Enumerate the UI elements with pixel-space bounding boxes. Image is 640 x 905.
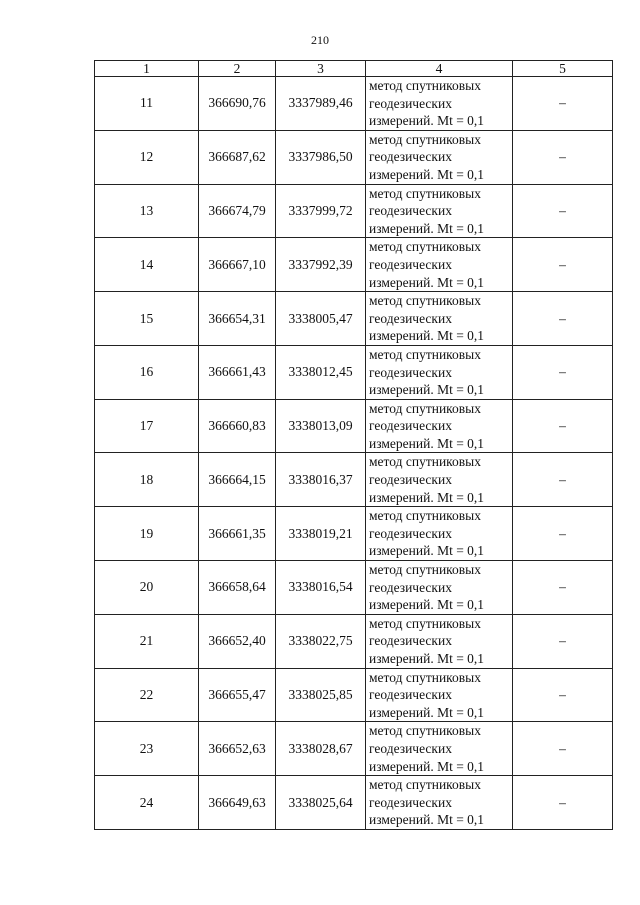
method-cell: [366, 507, 513, 561]
point-number-cell: 23: [95, 722, 199, 776]
coordinates-table: [94, 60, 613, 830]
method-cell: [366, 614, 513, 668]
y-coordinate-cell: 3338025,64: [276, 776, 366, 830]
method-line: метод спутниковых: [369, 508, 481, 524]
method-line: метод спутниковых: [369, 723, 481, 739]
method-line: измерений. Mt = 0,1: [369, 220, 485, 236]
method-line: геодезических: [369, 794, 452, 810]
point-number-cell: 13: [95, 184, 199, 238]
method-line: метод спутниковых: [369, 669, 481, 685]
method-line: метод спутниковых: [369, 78, 481, 93]
method-cell: [366, 345, 513, 399]
method-cell: [366, 722, 513, 776]
x-coordinate-cell: 366687,62: [199, 130, 276, 184]
note-cell: –: [513, 345, 613, 399]
method-cell: [366, 668, 513, 722]
note-cell: –: [513, 184, 613, 238]
method-cell: [366, 453, 513, 507]
point-number-cell: 21: [95, 614, 199, 668]
table-row: [95, 561, 613, 615]
table-header-row: [95, 61, 613, 77]
point-number-cell: 20: [95, 561, 199, 615]
note-cell: –: [513, 77, 613, 131]
x-coordinate-cell: 366649,63: [199, 776, 276, 830]
table-row: [95, 399, 613, 453]
method-line: метод спутниковых: [369, 400, 481, 416]
point-number-cell: 17: [95, 399, 199, 453]
table-row: [95, 453, 613, 507]
note-cell: –: [513, 238, 613, 292]
note-cell: –: [513, 561, 613, 615]
method-line: измерений. Mt = 0,1: [369, 812, 485, 828]
method-cell: [366, 399, 513, 453]
method-line: геодезических: [369, 687, 452, 703]
method-line: геодезических: [369, 256, 452, 272]
table-row: [95, 614, 613, 668]
method-line: измерений. Mt = 0,1: [369, 489, 485, 505]
x-coordinate-cell: 366661,43: [199, 345, 276, 399]
y-coordinate-cell: 3337999,72: [276, 184, 366, 238]
y-coordinate-cell: 3338028,67: [276, 722, 366, 776]
y-coordinate-cell: 3337986,50: [276, 130, 366, 184]
column-header: 5: [513, 61, 613, 77]
x-coordinate-cell: 366654,31: [199, 292, 276, 346]
column-header: 2: [199, 61, 276, 77]
y-coordinate-cell: 3338012,45: [276, 345, 366, 399]
method-line: геодезических: [369, 472, 452, 488]
method-line: метод спутниковых: [369, 615, 481, 631]
y-coordinate-cell: 3338019,21: [276, 507, 366, 561]
point-number-cell: 14: [95, 238, 199, 292]
y-coordinate-cell: 3338016,54: [276, 561, 366, 615]
point-number-cell: 16: [95, 345, 199, 399]
method-line: метод спутниковых: [369, 346, 481, 362]
x-coordinate-cell: 366674,79: [199, 184, 276, 238]
method-line: метод спутниковых: [369, 777, 481, 793]
note-cell: –: [513, 722, 613, 776]
method-line: геодезических: [369, 364, 452, 380]
point-number-cell: 22: [95, 668, 199, 722]
page-number: 210: [311, 33, 329, 47]
method-line: измерений. Mt = 0,1: [369, 113, 485, 129]
point-number-cell: 24: [95, 776, 199, 830]
method-line: геодезических: [369, 740, 452, 756]
y-coordinate-cell: 3338005,47: [276, 292, 366, 346]
method-line: метод спутниковых: [369, 454, 481, 470]
y-coordinate-cell: 3338025,85: [276, 668, 366, 722]
method-line: измерений. Mt = 0,1: [369, 328, 485, 344]
method-cell: [366, 776, 513, 830]
x-coordinate-cell: 366652,63: [199, 722, 276, 776]
method-line: измерений. Mt = 0,1: [369, 758, 485, 774]
method-line: метод спутниковых: [369, 293, 481, 309]
method-line: измерений. Mt = 0,1: [369, 597, 485, 613]
method-cell: [366, 130, 513, 184]
y-coordinate-cell: 3338013,09: [276, 399, 366, 453]
method-line: геодезических: [369, 203, 452, 219]
x-coordinate-cell: 366660,83: [199, 399, 276, 453]
table-row: [95, 668, 613, 722]
method-line: измерений. Mt = 0,1: [369, 704, 485, 720]
table-row: [95, 77, 613, 131]
y-coordinate-cell: 3338016,37: [276, 453, 366, 507]
method-cell: [366, 77, 513, 131]
method-line: метод спутниковых: [369, 185, 481, 201]
method-line: геодезических: [369, 418, 452, 434]
column-header: 1: [95, 61, 199, 77]
x-coordinate-cell: 366667,10: [199, 238, 276, 292]
note-cell: –: [513, 668, 613, 722]
method-line: измерений. Mt = 0,1: [369, 435, 485, 451]
x-coordinate-cell: 366690,76: [199, 77, 276, 131]
method-line: геодезических: [369, 633, 452, 649]
table-row: [95, 238, 613, 292]
method-line: геодезических: [369, 149, 452, 165]
y-coordinate-cell: 3338022,75: [276, 614, 366, 668]
x-coordinate-cell: 366652,40: [199, 614, 276, 668]
method-line: геодезических: [369, 95, 452, 111]
method-line: геодезических: [369, 579, 452, 595]
method-line: геодезических: [369, 310, 452, 326]
method-line: измерений. Mt = 0,1: [369, 651, 485, 666]
method-line: измерений. Mt = 0,1: [369, 382, 485, 398]
table-row: [95, 507, 613, 561]
method-line: измерений. Mt = 0,1: [369, 166, 485, 182]
note-cell: –: [513, 292, 613, 346]
column-header: 4: [366, 61, 513, 77]
table-row: [95, 184, 613, 238]
point-number-cell: 19: [95, 507, 199, 561]
note-cell: –: [513, 507, 613, 561]
y-coordinate-cell: 3337989,46: [276, 77, 366, 131]
note-cell: –: [513, 130, 613, 184]
table-row: [95, 130, 613, 184]
table-row: [95, 345, 613, 399]
method-cell: [366, 184, 513, 238]
table-row: [95, 722, 613, 776]
method-line: геодезических: [369, 525, 452, 541]
note-cell: –: [513, 776, 613, 830]
x-coordinate-cell: 366655,47: [199, 668, 276, 722]
method-cell: [366, 292, 513, 346]
point-number-cell: 18: [95, 453, 199, 507]
method-line: метод спутниковых: [369, 562, 481, 578]
method-line: метод спутниковых: [369, 131, 481, 147]
table-body: [95, 77, 613, 830]
point-number-cell: 15: [95, 292, 199, 346]
point-number-cell: 11: [95, 77, 199, 131]
method-line: метод спутниковых: [369, 239, 481, 255]
point-number-cell: 12: [95, 130, 199, 184]
method-line: измерений. Mt = 0,1: [369, 543, 485, 559]
note-cell: –: [513, 453, 613, 507]
note-cell: –: [513, 614, 613, 668]
note-cell: –: [513, 399, 613, 453]
x-coordinate-cell: 366661,35: [199, 507, 276, 561]
x-coordinate-cell: 366658,64: [199, 561, 276, 615]
method-line: измерений. Mt = 0,1: [369, 274, 485, 290]
table-row: [95, 776, 613, 830]
method-cell: [366, 561, 513, 615]
table-row: [95, 292, 613, 346]
x-coordinate-cell: 366664,15: [199, 453, 276, 507]
column-header: 3: [276, 61, 366, 77]
method-cell: [366, 238, 513, 292]
y-coordinate-cell: 3337992,39: [276, 238, 366, 292]
